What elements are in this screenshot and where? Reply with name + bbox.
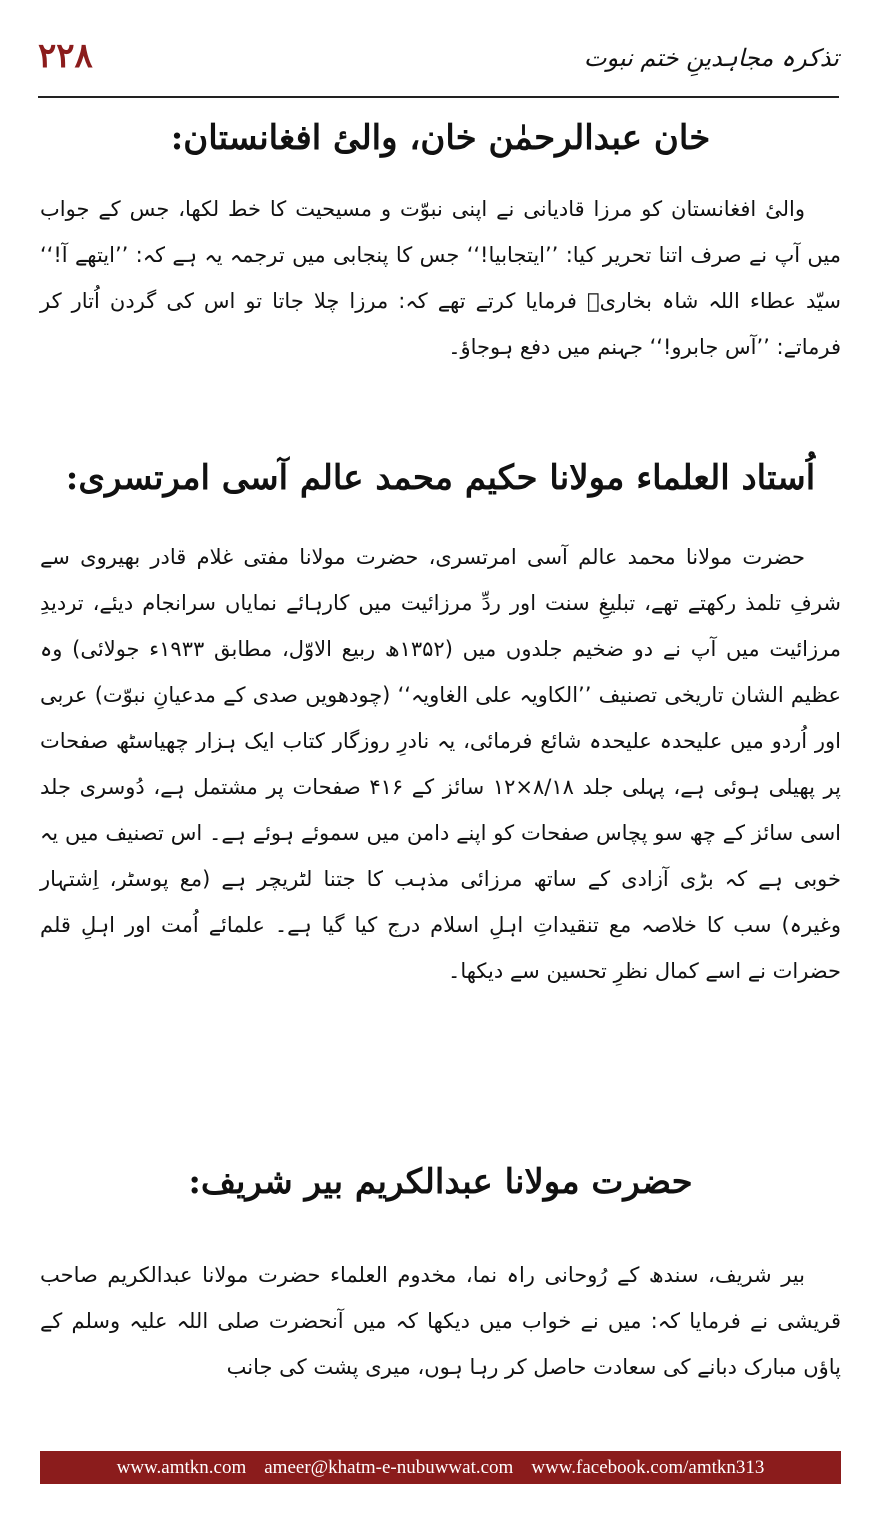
- section-paragraph-abdur-rahman: والیٔ افغانستان کو مرزا قادیانی نے اپنی نبوّت و مسیحیت کا خط لکھا، جس کے جواب میں آپ نے صرف اتنا تحریر کیا: ’’ایتجابیا!‘‘ جس کا پنجابی میں ترجمہ یہ ہے کہ: ’’ایتھے آ!‘‘ سیّد عطاء اللہ شاہ بخاریؒ فرمایا کرتے تھے کہ: مرزا چلا جاتا تو اس کی گردن اُتار کر فرماتے: ’’آس جابرو!‘‘ جہنم میں دفع ہوجاؤ۔: [40, 197, 841, 359]
- footer-bar: [40, 1451, 841, 1484]
- footer-email-link[interactable]: ameer@khatm-e-nubuwwat.com: [264, 1456, 514, 1478]
- page-number: ۲۲۸: [38, 36, 93, 76]
- header-rule: [38, 96, 839, 98]
- section-heading-abdur-rahman: خان عبدالرحمٰن خان، والیٔ افغانستان:: [170, 118, 711, 158]
- running-title: تذکرہ مجاہدینِ ختم نبوت: [583, 44, 839, 72]
- section-paragraph-hakeem-alam: حضرت مولانا محمد عالم آسی امرتسری، حضرت مولانا مفتی غلام قادر بھیروی سے شرفِ تلمذ رکھتے تھے، تبلیغِ سنت اور ردِّ مرزائیت میں کارہائے نمایاں سرانجام دیئے، تردیدِ مرزائیت میں آپ نے دو ضخیم جلدوں میں (۱۳۵۲ھ ربیع الاوّل، مطابق ۱۹۳۳ء جولائی) وہ عظیم الشان تاریخی تصنیف ’’الکاویہ علی الغاویہ‘‘ (چودھویں صدی کے مدعیانِ نبوّت) عربی اور اُردو میں علیحدہ علیحدہ شائع فرمائی، یہ نادرِ روزگار کتاب ایک ہزار چھیاسٹھ صفحات پر پھیلی ہوئی ہے، پہلی جلد ۸/۱۸×۱۲ سائز کے ۴۱۶ صفحات پر مشتمل ہے، دُوسری جلد اسی سائز کے چھ سو پچاس صفحات کو اپنے دامن میں سموئے ہوئے ہے۔ اس تصنیف میں یہ خوبی ہے کہ بڑی آزادی کے ساتھ مرزائی مذہب کا جتنا لٹریچر ہے (مع پوسٹر، اِشتہار وغیرہ) سب کا خلاصہ مع تنقیداتِ اہلِ اسلام درج کیا گیا ہے۔ علمائے اُمت اور اہلِ قلم حضرات نے اسے کمال نظرِ تحسین سے دیکھا۔: [40, 545, 841, 983]
- section-heading-abdul-karim: حضرت مولانا عبدالکریم بیر شریف:: [188, 1162, 693, 1202]
- footer-website-link[interactable]: www.amtkn.com: [116, 1456, 247, 1478]
- section-paragraph-abdul-karim: بیر شریف، سندھ کے رُوحانی راہ نما، مخدوم العلماء حضرت مولانا عبدالکریم صاحب قریشی نے فرمایا کہ: میں نے خواب میں دیکھا کہ میں آنحضرت صلی اللہ علیہ وسلم کے پاؤں مبارک دبانے کی سعادت حاصل کر رہا ہوں، میری پشت کی جانب: [40, 1263, 841, 1379]
- section-heading-hakeem-alam: اُستاد العلماء مولانا حکیم محمد عالم آسی امرتسری:: [65, 458, 816, 498]
- footer-facebook-link[interactable]: www.facebook.com/amtkn313: [531, 1456, 765, 1478]
